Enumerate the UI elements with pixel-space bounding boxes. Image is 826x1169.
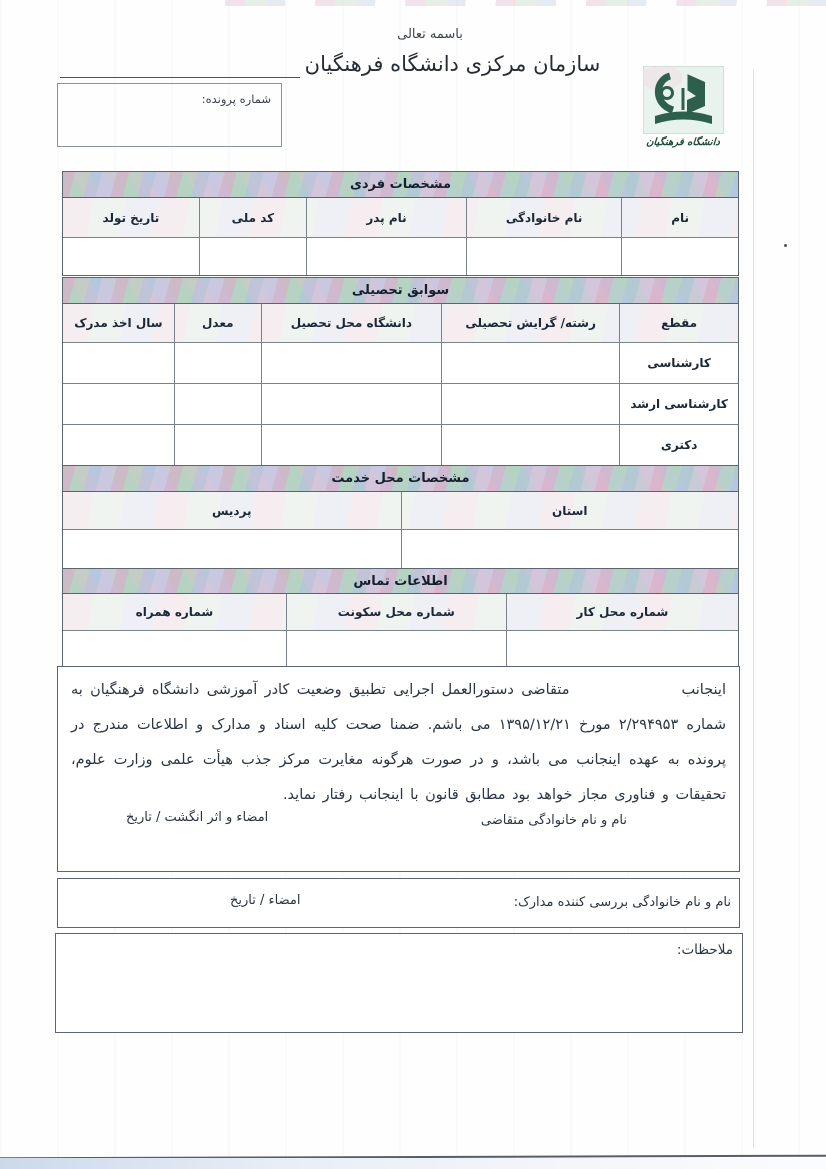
personal-details-column-headers xyxy=(63,198,738,237)
col-mobile-phone: شماره همراه xyxy=(135,605,214,619)
file-number-box xyxy=(57,83,282,147)
reviewer-box xyxy=(57,878,740,928)
national-id-field xyxy=(199,238,306,275)
row-label-bachelor: کارشناسی xyxy=(619,343,738,383)
scan-fold-line xyxy=(753,70,754,1148)
personal-details-table xyxy=(62,171,739,276)
col-major: رشته/ گرایش تحصیلی xyxy=(441,304,619,342)
applicant-name-label: نام و نام خانوادگی متقاضی xyxy=(480,813,627,828)
reviewer-signature-label: امضاء / تاریخ xyxy=(230,893,301,908)
phd-year-field xyxy=(63,425,174,465)
master-year-field xyxy=(63,384,174,424)
declaration-intro: اینجانب xyxy=(681,682,726,698)
declaration-text xyxy=(58,667,739,813)
col-gpa: معدل xyxy=(174,304,261,342)
col-name: نام xyxy=(621,198,738,237)
home-phone-field xyxy=(286,631,506,666)
bismillah-text: باسمه تعالی xyxy=(397,27,463,42)
col-family-name: نام خانوادگی xyxy=(466,198,621,237)
education-header: سوابق تحصیلی xyxy=(63,278,738,304)
mobile-phone-field xyxy=(63,631,286,666)
col-degree-year: سال اخذ مدرک xyxy=(74,316,163,330)
work-phone-field xyxy=(506,631,738,666)
workplace-table xyxy=(62,465,739,569)
workplace-input-row xyxy=(63,529,738,568)
contact-table xyxy=(62,568,739,667)
bachelor-university-field xyxy=(261,343,441,383)
education-row-phd xyxy=(63,424,738,465)
col-home-phone: شماره محل سکونت xyxy=(286,594,506,630)
master-gpa-field xyxy=(174,384,261,424)
personal-details-header: مشخصات فردی xyxy=(63,172,738,198)
education-column-headers xyxy=(63,304,738,342)
workplace-header: مشخصات محل خدمت xyxy=(63,466,738,492)
reviewer-name-label: نام و نام خانوادگی بررسی کننده مدارک: xyxy=(513,895,731,910)
father-name-field xyxy=(306,238,466,275)
campus-field xyxy=(63,530,401,568)
col-degree-level: مقطع xyxy=(619,304,738,342)
row-label-master: کارشناسی ارشد xyxy=(619,384,738,424)
name-field xyxy=(621,238,738,275)
personal-details-input-row xyxy=(63,237,738,275)
education-row-bachelor xyxy=(63,342,738,383)
col-campus: پردیس xyxy=(211,503,252,518)
remarks-label: ملاحظات: xyxy=(676,942,733,958)
family-name-field xyxy=(466,238,621,275)
bachelor-gpa-field xyxy=(174,343,261,383)
phd-major-field xyxy=(441,425,619,465)
phd-gpa-field xyxy=(174,425,261,465)
bachelor-year-field xyxy=(63,343,174,383)
phd-university-field xyxy=(261,425,441,465)
declaration-body: متقاضی دستورالعمل اجرایی تطبیق وضعیت کادر آموزشی دانشگاه فرهنگیان به شماره ۲/۲۹۴۹۵۳ مورخ ۱۳۹۵/۱۲/۲۱ می باشم. ضمنا صحت کلیه اسناد و مدارک و اطلاعات مندرج در پرونده به عهده اینجانب می باشد، و در صورت هرگونه مغایرت مرکز جذب هیأت علمی وزارت علوم، تحقیقات و فناوری مجاز خواهد بود مطابق قانون با اینجانب رفتار نماید. xyxy=(71,682,726,803)
col-father-name: نام پدر xyxy=(306,198,466,237)
col-work-phone: شماره محل کار xyxy=(506,594,738,630)
col-birth-date: تاریخ تولد xyxy=(102,210,160,225)
birth-date-field xyxy=(63,238,199,275)
contact-input-row xyxy=(63,630,738,666)
university-logo-icon xyxy=(643,66,724,134)
col-university: دانشگاه محل تحصیل xyxy=(261,304,441,342)
scan-bottom-fill xyxy=(0,1158,826,1169)
row-label-phd: دکتری xyxy=(619,425,738,465)
scan-speck xyxy=(784,244,787,247)
signature-fingerprint-label: امضاء و اثر انگشت / تاریخ xyxy=(126,810,269,825)
remarks-box xyxy=(55,933,743,1033)
col-national-id: کد ملی xyxy=(199,198,306,237)
scan-top-edge-artifact xyxy=(225,0,826,6)
education-table xyxy=(62,277,739,466)
title-fill-line xyxy=(60,77,300,78)
master-university-field xyxy=(261,384,441,424)
master-major-field xyxy=(441,384,619,424)
page-title: سازمان مرکزی دانشگاه فرهنگیان xyxy=(304,52,601,76)
logo-caption: دانشگاه فرهنگیان xyxy=(645,137,721,148)
bachelor-major-field xyxy=(441,343,619,383)
contact-column-headers xyxy=(63,594,738,630)
contact-header: اطلاعات تماس xyxy=(63,569,738,594)
declaration-box xyxy=(57,666,740,872)
workplace-column-headers xyxy=(63,492,738,529)
col-province: استان xyxy=(401,492,739,529)
education-row-master xyxy=(63,383,738,424)
file-number-label: شماره پرونده: xyxy=(201,92,271,106)
province-field xyxy=(401,530,739,568)
